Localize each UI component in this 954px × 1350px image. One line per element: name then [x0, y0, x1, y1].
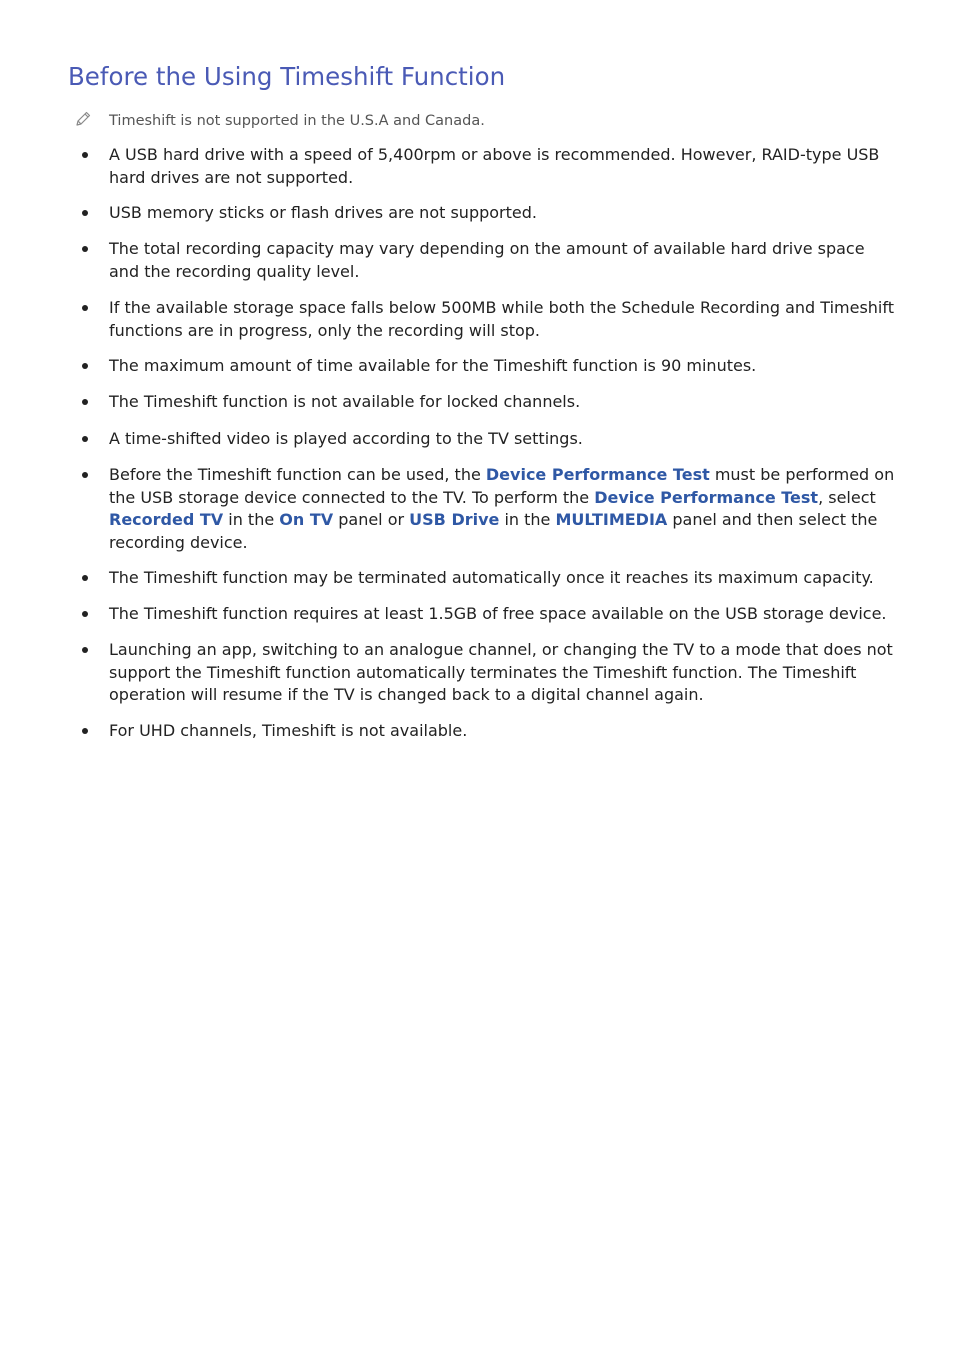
- bullet-text: [109, 297, 899, 342]
- pencil-icon: [74, 110, 92, 128]
- menu-reference: Device Performance Test: [594, 487, 819, 507]
- bullet-text: [109, 391, 899, 414]
- bullet-dot-icon: [82, 611, 88, 617]
- text-run: The maximum amount of time available for the Timeshift function is 90 minutes.: [109, 356, 757, 375]
- bullet-dot-icon: [82, 399, 88, 405]
- bullet-text: [109, 238, 899, 283]
- bullet-text: [109, 144, 899, 189]
- menu-reference: Recorded TV: [109, 510, 224, 529]
- text-run: The total recording capacity may vary depending on the amount of available hard drive space and the recording quality level.: [109, 239, 865, 281]
- bullet-dot-icon: [82, 728, 88, 734]
- bullet-text: [109, 355, 899, 378]
- bullet-text: [109, 639, 899, 707]
- bullet-text: [109, 567, 899, 590]
- menu-reference: On TV: [279, 510, 334, 529]
- text-run: If the available storage space falls below 500MB while both the Schedule Recording and Timeshift functions are in progress, only the recording will stop.: [109, 298, 894, 340]
- bullet-text: [109, 428, 899, 451]
- text-run: The Timeshift function requires at least 1.5GB of free space available on the USB storage device.: [109, 604, 887, 623]
- bullet-text: [109, 603, 899, 626]
- text-run: The Timeshift function may be terminated automatically once it reaches its maximum capacity.: [109, 568, 874, 587]
- text-run: panel and then select the recording device.: [109, 510, 878, 552]
- text-run: Launching an app, switching to an analogue channel, or changing the TV to a mode that does not support the Timeshift function automatically terminates the Timeshift function. The Timeshift operation will resume if the TV is changed back to a digital channel again.: [109, 640, 893, 704]
- bullet-text: [109, 202, 899, 225]
- text-run: , select: [818, 487, 876, 507]
- bullet-dot-icon: [82, 436, 88, 442]
- menu-reference: MULTIMEDIA: [555, 510, 668, 529]
- text-run: must be performed on the USB storage device connected to the TV. To perform the: [109, 465, 895, 507]
- text-run: For UHD channels, Timeshift is not available.: [109, 721, 468, 740]
- menu-reference: USB Drive: [409, 510, 500, 529]
- text-run: A USB hard drive with a speed of 5,400rpm or above is recommended. However, RAID-type USB hard drives are not supported.: [109, 145, 880, 187]
- text-run: The Timeshift function is not available for locked channels.: [109, 392, 581, 411]
- bullet-text: [109, 720, 899, 743]
- text-run: in the: [499, 510, 556, 529]
- note-row: [74, 110, 894, 134]
- text-run: in the: [223, 510, 280, 529]
- bullet-dot-icon: [82, 210, 88, 216]
- bullet-text: [109, 464, 899, 554]
- bullet-dot-icon: [82, 363, 88, 369]
- bullet-dot-icon: [82, 647, 88, 653]
- bullet-dot-icon: [82, 305, 88, 311]
- note-text: Timeshift is not supported in the U.S.A and Canada.: [109, 113, 485, 129]
- bullet-dot-icon: [82, 246, 88, 252]
- text-run: Before the Timeshift function can be used, the: [109, 465, 486, 484]
- bullet-dot-icon: [82, 152, 88, 158]
- text-run: USB memory sticks or flash drives are not supported.: [109, 203, 537, 222]
- bullet-dot-icon: [82, 575, 88, 581]
- bullet-dot-icon: [82, 472, 88, 478]
- text-run: A time-shifted video is played according to the TV settings.: [109, 429, 583, 448]
- menu-reference: Device Performance Test: [485, 465, 710, 484]
- text-run: panel or: [333, 510, 410, 529]
- page-title: Before the Using Timeshift Function: [68, 62, 506, 91]
